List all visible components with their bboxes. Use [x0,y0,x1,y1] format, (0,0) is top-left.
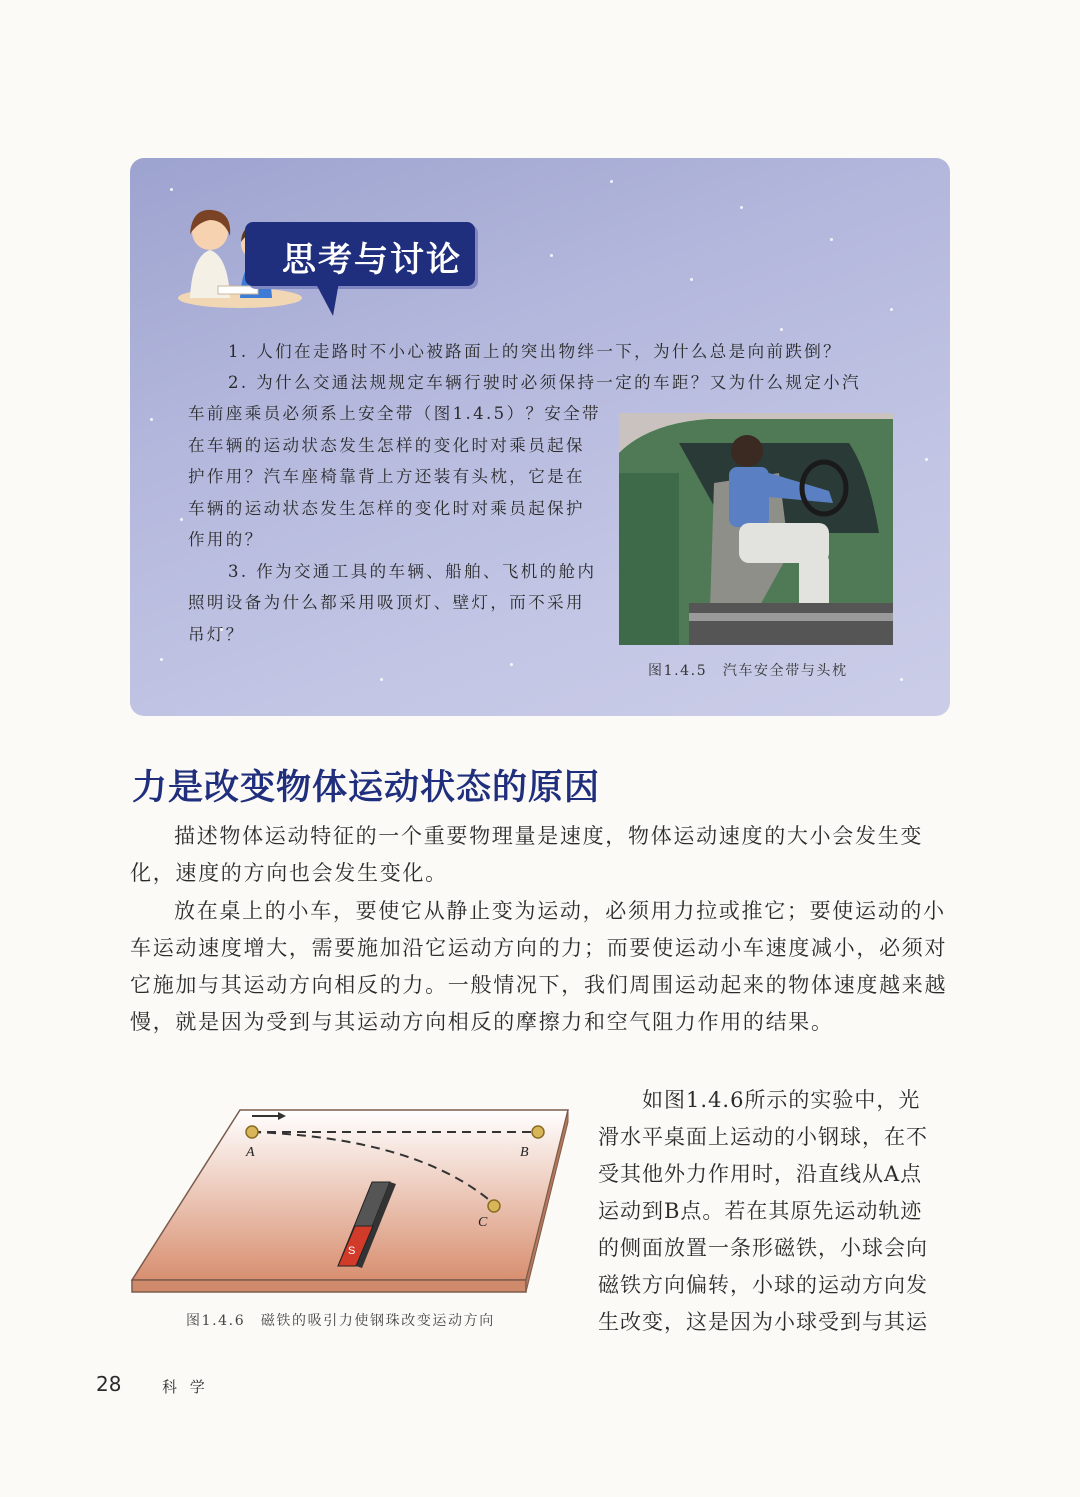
figure-1-4-6-caption: 图1.4.6 磁铁的吸引力使钢珠改变运动方向 [186,1313,495,1329]
paragraph-2: 放在桌上的小车，要使它从静止变为运动，必须用力拉或推它；要使运动的小车运动速度增大，需要施加沿它运动方向的力；而要使运动小车速度减小，必须对它施加与其运动方向相反的力。一般情况下，我们周围运动起来的物体速度越来越慢，就是因为受到与其运动方向相反的摩擦力和空气阻力作用的结果。 [130,899,948,1034]
discussion-box [130,158,950,716]
point-c-label: C [478,1215,488,1230]
page-number: 28 [96,1372,122,1396]
question-3-line-3: 吊灯？ [188,625,245,644]
paragraph-1: 描述物体运动特征的一个重要物理量是速度，物体运动速度的大小会发生变化，速度的方向也会发生变化。 [130,824,924,885]
right-column-text [598,1082,954,1341]
point-b-label: B [520,1145,529,1160]
figure-1-4-5-caption: 图1.4.5 汽车安全带与头枕 [648,663,848,679]
question-2-line-3: 在车辆的运动状态发生怎样的变化时对乘员起保 [188,436,585,455]
question-2-line-6: 作用的？ [188,530,264,549]
right-column-line: 受其他外力作用时，沿直线从A点 [598,1162,923,1186]
right-column-line: 运动到B点。若在其原先运动轨迹 [598,1199,923,1223]
question-2-line-2: 车前座乘员必须系上安全带（图1.4.5）？安全带 [188,404,602,423]
section-title: 力是改变物体运动状态的原因 [132,768,601,808]
speech-bubble-tail [315,282,339,316]
point-a-label: A [246,1145,255,1160]
question-2-line-5: 车辆的运动状态发生怎样的变化时对乘员起保护 [188,499,585,518]
right-column-line: 的侧面放置一条形磁铁，小球会向 [598,1236,928,1260]
magnet-experiment-diagram [128,1102,574,1298]
question-1: 1. 人们在走路时不小心被路面上的突出物绊一下，为什么总是向前跌倒？ [228,342,843,361]
question-2-line-4: 护作用？汽车座椅靠背上方还装有头枕，它是在 [188,467,585,486]
question-3-line-1: 3. 作为交通工具的车辆、船舶、飞机的舱内 [228,562,597,581]
right-column-line: 滑水平桌面上运动的小钢球，在不 [598,1125,928,1149]
right-column-line: 磁铁方向偏转，小球的运动方向发 [598,1273,928,1297]
question-2-line-1: 2. 为什么交通法规规定车辆行驶时必须保持一定的车距？又为什么规定小汽 [228,373,861,392]
question-3-line-2: 照明设备为什么都采用吸顶灯、壁灯，而不采用 [188,593,585,612]
car-seatbelt-photo [619,413,893,645]
right-column-line: 如图1.4.6所示的实验中，光 [598,1088,921,1112]
book-label: 科 学 [162,1378,209,1396]
magnet-s-label: S [348,1245,356,1257]
right-column-line: 生改变，这是因为小球受到与其运 [598,1310,928,1334]
discussion-title: 思考与讨论 [282,240,462,280]
